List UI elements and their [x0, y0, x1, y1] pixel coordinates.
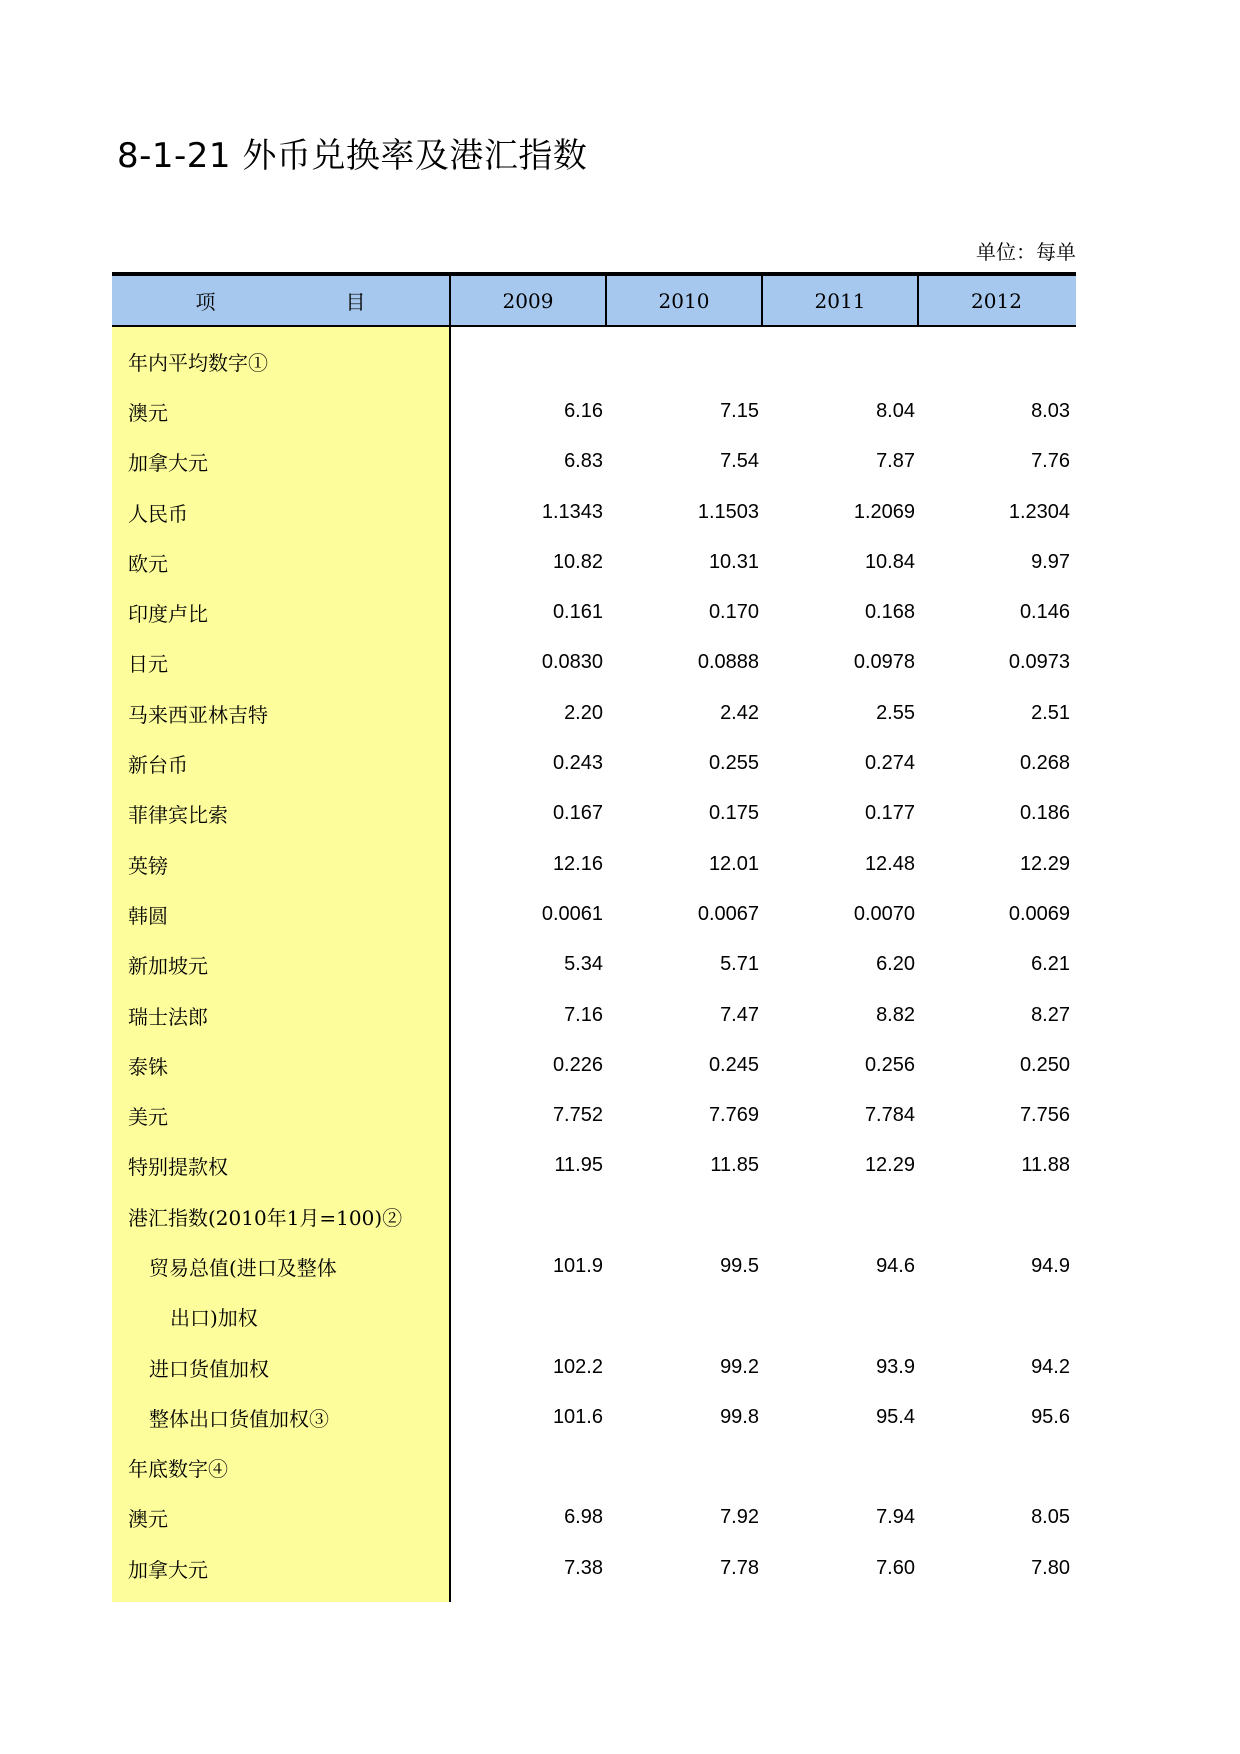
cell-2012: 8.05 [1031, 1506, 1070, 1529]
cell-2009: 7.38 [564, 1556, 603, 1579]
cell-2010: 0.0067 [697, 902, 759, 925]
row-label: 年底数字④ [128, 1457, 228, 1482]
cell-2012: 94.9 [1031, 1254, 1070, 1277]
table-row [112, 437, 1076, 487]
cell-2009: 5.34 [564, 953, 603, 976]
header-year-2009: 2009 [451, 276, 607, 325]
table-row [112, 1090, 1076, 1140]
row-label: 出口)加权 [170, 1306, 258, 1331]
row-label: 瑞士法郎 [128, 1004, 208, 1029]
row-label: 新加坡元 [128, 954, 208, 979]
table-row [112, 940, 1076, 990]
cell-2010: 12.01 [708, 852, 759, 875]
cell-2012: 6.21 [1031, 953, 1070, 976]
cell-2010: 0.170 [708, 601, 759, 624]
cell-2012: 95.6 [1031, 1405, 1070, 1428]
cell-2009: 6.16 [564, 399, 603, 422]
cell-2011: 7.87 [876, 450, 915, 473]
cell-2012: 8.03 [1031, 399, 1070, 422]
table-row [112, 336, 1076, 386]
cell-2009: 2.20 [564, 701, 603, 724]
header-year-2012: 2012 [971, 288, 1022, 313]
unit-label: 单位：每单 [976, 240, 1076, 264]
page-title: 8-1-21 外币兑换率及港汇指数 [117, 136, 588, 176]
exchange-rate-table [112, 272, 1076, 1593]
row-label: 新台币 [128, 753, 188, 778]
cell-2009: 6.98 [564, 1506, 603, 1529]
row-label: 港汇指数(2010年1月=100)② [128, 1205, 403, 1230]
cell-2012: 8.27 [1031, 1003, 1070, 1026]
table-row [112, 1543, 1076, 1593]
row-label: 整体出口货值加权③ [149, 1406, 329, 1431]
table-header [112, 276, 1076, 327]
row-label: 日元 [128, 652, 168, 677]
row-label: 泰铢 [128, 1054, 168, 1079]
cell-2009: 102.2 [552, 1355, 603, 1378]
cell-2012: 0.186 [1019, 802, 1070, 825]
cell-2012: 9.97 [1031, 550, 1070, 573]
cell-2011: 0.177 [864, 802, 915, 825]
table-row [112, 1443, 1076, 1493]
cell-2010: 1.1503 [697, 500, 759, 523]
cell-2009: 1.1343 [541, 500, 603, 523]
row-label: 加拿大元 [128, 451, 208, 476]
table-row [112, 1191, 1076, 1241]
row-label: 欧元 [128, 551, 168, 576]
cell-2011: 0.274 [864, 752, 915, 775]
cell-2009: 0.226 [552, 1053, 603, 1076]
cell-2009: 0.161 [552, 601, 603, 624]
cell-2011: 10.84 [864, 550, 915, 573]
row-label: 英镑 [128, 853, 168, 878]
row-label: 菲律宾比索 [128, 803, 228, 828]
cell-2011: 95.4 [876, 1405, 915, 1428]
cell-2010: 0.255 [708, 752, 759, 775]
cell-2009: 101.6 [552, 1405, 603, 1428]
cell-2009: 7.16 [564, 1003, 603, 1026]
cell-2011: 12.29 [864, 1154, 915, 1177]
cell-2011: 1.2069 [853, 500, 915, 523]
table-row [112, 487, 1076, 537]
cell-2011: 0.256 [864, 1053, 915, 1076]
cell-2011: 7.784 [864, 1104, 915, 1127]
cell-2011: 0.0070 [853, 902, 915, 925]
cell-2011: 93.9 [876, 1355, 915, 1378]
cell-2012: 7.80 [1031, 1556, 1070, 1579]
cell-2012: 0.0973 [1008, 651, 1070, 674]
cell-2009: 0.243 [552, 752, 603, 775]
row-label: 人民币 [128, 501, 188, 526]
cell-2012: 0.250 [1019, 1053, 1070, 1076]
cell-2012: 0.268 [1019, 752, 1070, 775]
row-label: 加拿大元 [128, 1557, 208, 1582]
row-label: 印度卢比 [128, 602, 208, 627]
cell-2012: 0.146 [1019, 601, 1070, 624]
row-label: 美元 [128, 1105, 168, 1130]
cell-2010: 7.54 [720, 450, 759, 473]
cell-2011: 0.168 [864, 601, 915, 624]
row-label: 特别提款权 [128, 1155, 228, 1180]
cell-2010: 0.0888 [697, 651, 759, 674]
cell-2010: 7.769 [708, 1104, 759, 1127]
cell-2011: 8.04 [876, 399, 915, 422]
row-label: 年内平均数字① [128, 350, 268, 375]
cell-2011: 0.0978 [853, 651, 915, 674]
cell-2012: 7.756 [1019, 1104, 1070, 1127]
table-row [112, 638, 1076, 688]
cell-2010: 7.78 [720, 1556, 759, 1579]
row-label: 澳元 [128, 1507, 168, 1532]
row-label: 澳元 [128, 400, 168, 425]
cell-2010: 99.2 [720, 1355, 759, 1378]
row-label: 韩圆 [128, 903, 168, 928]
cell-2011: 2.55 [876, 701, 915, 724]
table-row [112, 1141, 1076, 1191]
cell-2009: 0.0830 [541, 651, 603, 674]
cell-2012: 11.88 [1021, 1154, 1070, 1177]
table-row [112, 789, 1076, 839]
header-year-2010: 2010 [607, 276, 763, 325]
cell-2010: 7.47 [720, 1003, 759, 1026]
table-body [112, 327, 1076, 1593]
cell-2009: 0.0061 [541, 902, 603, 925]
header-year-2011: 2011 [763, 276, 919, 325]
cell-2010: 99.8 [720, 1405, 759, 1428]
cell-2009: 0.167 [552, 802, 603, 825]
table-row [112, 587, 1076, 637]
cell-2011: 7.94 [876, 1506, 915, 1529]
cell-2010: 7.92 [720, 1506, 759, 1529]
cell-2012: 2.51 [1031, 701, 1070, 724]
cell-2011: 7.60 [876, 1556, 915, 1579]
table-row [112, 1292, 1076, 1342]
cell-2010: 5.71 [720, 953, 759, 976]
cell-2010: 11.85 [710, 1154, 759, 1177]
cell-2010: 2.42 [720, 701, 759, 724]
row-label: 进口货值加权 [149, 1356, 269, 1381]
cell-2010: 99.5 [720, 1254, 759, 1277]
row-label: 马来西亚林吉特 [128, 702, 268, 727]
cell-2012: 7.76 [1031, 450, 1070, 473]
cell-2011: 6.20 [876, 953, 915, 976]
table-row [112, 839, 1076, 889]
cell-2010: 0.245 [708, 1053, 759, 1076]
table-row [112, 1493, 1076, 1543]
table-row [112, 537, 1076, 587]
cell-2012: 1.2304 [1008, 500, 1070, 523]
cell-2009: 101.9 [552, 1254, 603, 1277]
table-row [112, 1241, 1076, 1291]
cell-2010: 0.175 [708, 802, 759, 825]
table-row [112, 688, 1076, 738]
cell-2012: 0.0069 [1008, 902, 1070, 925]
cell-2011: 8.82 [876, 1003, 915, 1026]
table-row [112, 386, 1076, 436]
cell-2010: 7.15 [720, 399, 759, 422]
cell-2011: 94.6 [876, 1254, 915, 1277]
cell-2010: 10.31 [708, 550, 759, 573]
cell-2012: 94.2 [1031, 1355, 1070, 1378]
cell-2009: 7.752 [552, 1104, 603, 1127]
table-row [112, 1040, 1076, 1090]
cell-2012: 12.29 [1019, 852, 1070, 875]
cell-2009: 12.16 [552, 852, 603, 875]
table-row [112, 990, 1076, 1040]
table-row [112, 1342, 1076, 1392]
cell-2009: 6.83 [564, 450, 603, 473]
row-label: 贸易总值(进口及整体 [149, 1255, 337, 1280]
header-item: 项 目 [112, 276, 451, 325]
table-row [112, 738, 1076, 788]
cell-2011: 12.48 [864, 852, 915, 875]
cell-2009: 10.82 [552, 550, 603, 573]
cell-2009: 11.95 [554, 1154, 603, 1177]
table-row [112, 889, 1076, 939]
table-row [112, 1392, 1076, 1442]
